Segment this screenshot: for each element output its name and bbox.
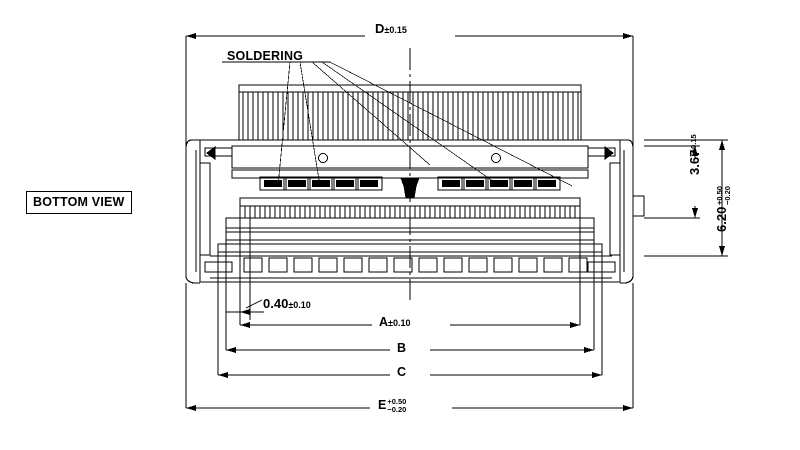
dimension-pitch bbox=[263, 297, 311, 310]
polarity-marker-right bbox=[605, 147, 613, 159]
soldering-leaders bbox=[222, 62, 572, 186]
dimension-e-tolerance bbox=[387, 398, 406, 414]
soldering-label: SOLDERING bbox=[227, 49, 304, 63]
dimension-620-tol-lower: −0.20 bbox=[722, 186, 732, 205]
dimension-e-tol-upper: +0.50 bbox=[387, 397, 407, 406]
dimension-e-value: E bbox=[378, 398, 387, 413]
right-end-latch bbox=[588, 140, 644, 283]
dimension-height-367-tolerance: ±0.15 bbox=[689, 134, 698, 153]
dimension-height-620: 6.20 bbox=[714, 206, 729, 232]
dimension-height-620-tolerance bbox=[716, 186, 732, 205]
dimension-e bbox=[378, 398, 406, 414]
polarity-marker-left bbox=[207, 147, 215, 159]
dimension-b: B bbox=[397, 341, 407, 355]
contact-fingers bbox=[245, 206, 575, 218]
dimension-d-value: D bbox=[375, 21, 385, 36]
shell-foot-row bbox=[244, 258, 587, 272]
dimension-c: C bbox=[397, 365, 407, 379]
center-key bbox=[401, 178, 419, 198]
dimension-e-tol-lower: −0.20 bbox=[387, 404, 407, 414]
dimension-a-tolerance: ±0.10 bbox=[388, 318, 411, 328]
bottom-view-label: BOTTOM VIEW bbox=[26, 191, 132, 214]
dimension-d bbox=[375, 22, 407, 35]
dimension-height-367: 3.67 bbox=[687, 149, 702, 175]
boss-hole-left bbox=[319, 154, 328, 163]
solder-tail-pins bbox=[243, 92, 578, 140]
dimension-620-tol-upper: +0.50 bbox=[715, 186, 724, 205]
dim-line-e bbox=[186, 283, 633, 411]
dimension-d-tolerance: ±0.15 bbox=[384, 25, 407, 35]
dimension-pitch-tolerance: ±0.10 bbox=[288, 300, 311, 310]
dimension-a bbox=[379, 316, 411, 329]
dimension-a-value: A bbox=[379, 315, 389, 329]
dimension-pitch-value: 0.40 bbox=[263, 296, 289, 311]
boss-hole-right bbox=[492, 154, 501, 163]
left-end-latch bbox=[186, 140, 232, 283]
